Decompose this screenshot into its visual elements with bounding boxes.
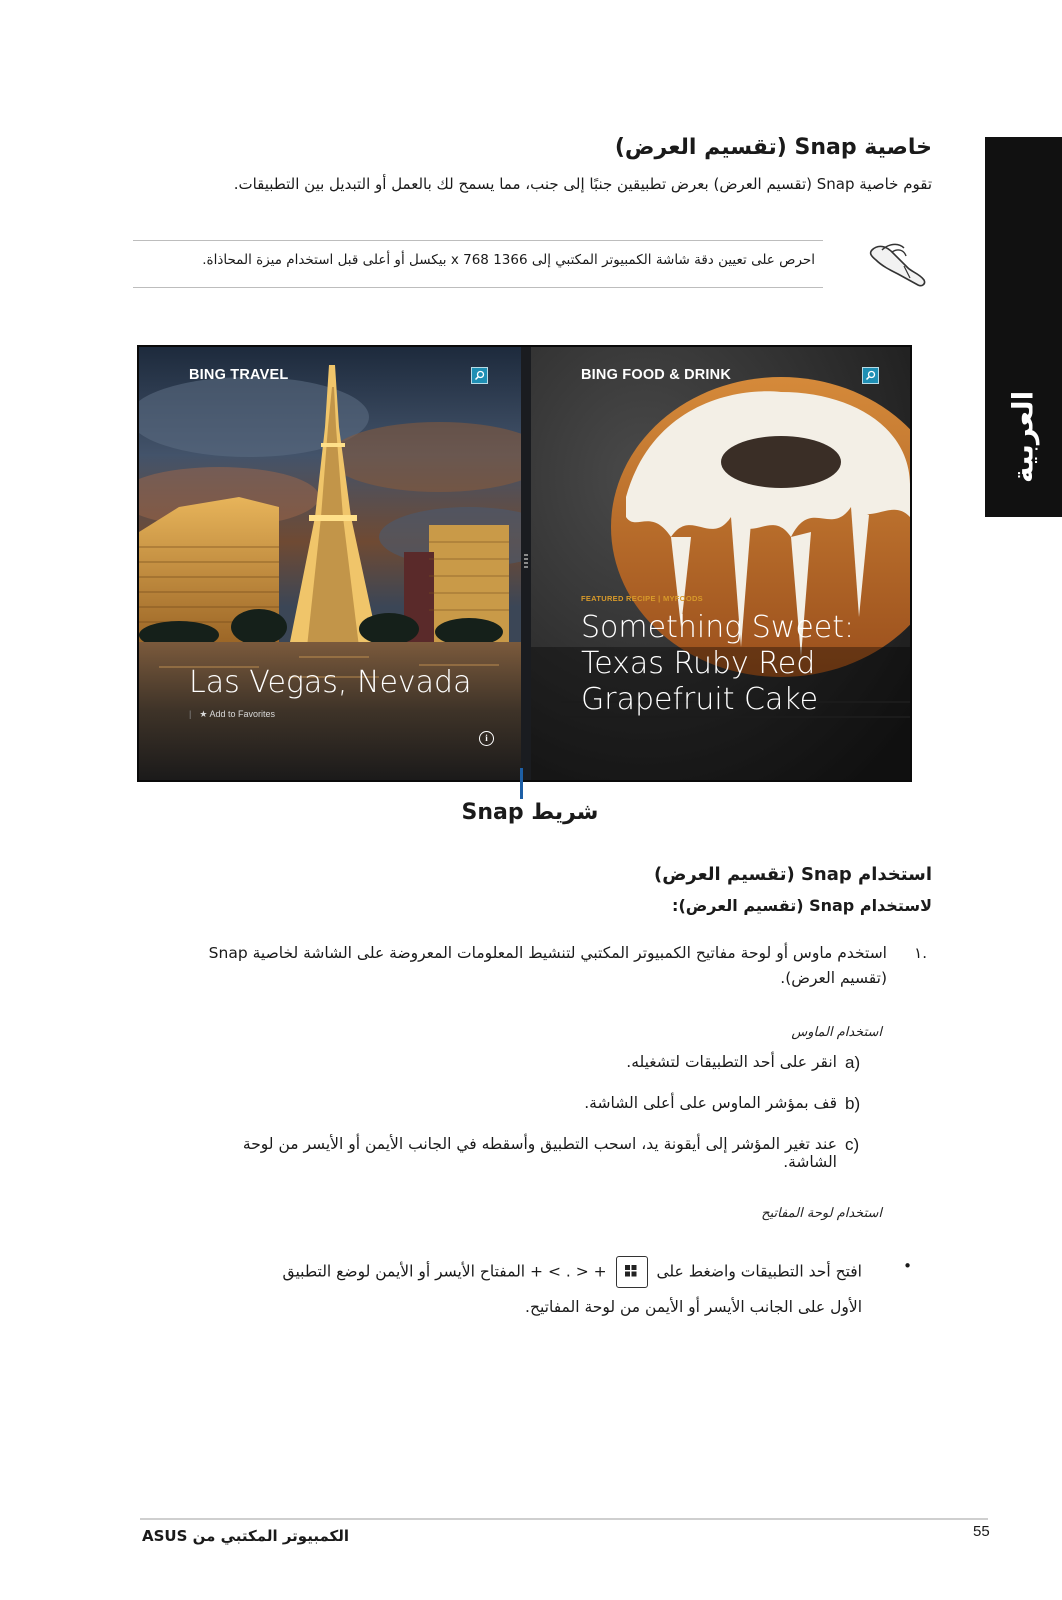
search-icon: [865, 370, 876, 381]
info-icon[interactable]: i: [479, 731, 494, 746]
left-app-name: BING TRAVEL: [189, 367, 289, 383]
right-search-button[interactable]: [862, 367, 879, 384]
item-letter-c: c): [845, 1135, 860, 1154]
snap-screenshot: [137, 345, 912, 782]
mouse-item-b: قف بمؤشر الماوس على أعلى الشاشة.: [584, 1094, 837, 1112]
side-tab-label: العربية: [1006, 390, 1040, 484]
search-icon: [474, 370, 485, 381]
snap-bar-caption: شريط Snap: [461, 800, 599, 825]
hand-note-icon: [868, 240, 930, 288]
footer-label: الكمبيوتر المكتبي من ASUS: [142, 1527, 350, 1545]
bing-travel-panel: [139, 347, 521, 780]
mouse-item-a: انقر على أحد التطبيقات لتشغيله.: [626, 1053, 837, 1071]
bullet: •: [903, 1257, 912, 1275]
item-letter-b: b): [845, 1094, 861, 1113]
recipe-title-line-2: Texas Ruby Red: [581, 646, 816, 681]
step-1-text: استخدم ماوس أو لوحة مفاتيح الكمبيوتر المكتبي لتنشيط المعلومات المعروضة على الشاشة لخاصية Snap (تقسيم العرض).: [208, 944, 887, 987]
recipe-title-line-3: Grapefruit Cake: [581, 682, 819, 717]
keyboard-instruction-line-1: [222, 1256, 862, 1288]
section-title: خاصية Snap (تقسيم العرض): [614, 135, 932, 160]
mouse-item-c: عند تغير المؤشر إلى أيقونة يد، اسحب التطبيق وأسقطه في الجانب الأيمن أو الأيسر من لوحة الشاشة.: [242, 1135, 837, 1171]
add-to-favorites-label: Add to Favorites: [209, 709, 275, 719]
left-search-button[interactable]: [471, 367, 488, 384]
section-description: تقوم خاصية Snap (تقسيم العرض) بعرض تطبيقين جنبًا إلى جنب، مما يسمح لك بالعمل أو التبديل بين التطبيقات.: [233, 175, 932, 193]
keyboard-instruction-line-2: الأول على الجانب الأيسر أو الأيمن من لوحة المفاتيح.: [525, 1298, 862, 1316]
mouse-heading: استخدام الماوس: [791, 1025, 882, 1040]
item-letter-a: a): [845, 1053, 861, 1072]
snap-bar-grip-icon[interactable]: [524, 554, 528, 570]
star-icon: ★: [199, 709, 208, 719]
keyboard-text-b: + < . > + المفتاح الأيسر أو الأيمن لوضع التطبيق: [282, 1262, 607, 1281]
keyboard-heading: استخدام لوحة المفاتيح: [761, 1206, 882, 1221]
page-number: 55: [973, 1523, 990, 1540]
left-big-title: Las Vegas, Nevada: [189, 665, 472, 700]
note-text: احرص على تعيين دقة شاشة الكمبيوتر المكتبي إلى 1366 x 768 بيكسل أو أعلى قبل استخدام ميزة المحاذاة.: [202, 252, 815, 268]
step-number: .١: [914, 944, 927, 962]
bing-food-panel: [531, 347, 910, 780]
featured-recipe-label: FEATURED RECIPE | MYFOODS: [581, 594, 703, 603]
language-side-tab: [985, 137, 1062, 517]
usage-title: استخدام Snap (تقسيم العرض): [653, 864, 932, 885]
windows-key-icon: [616, 1256, 648, 1288]
snap-bar[interactable]: [521, 347, 531, 780]
right-app-name: BING FOOD & DRINK: [581, 367, 732, 383]
keyboard-text-a: افتح أحد التطبيقات واضغط على: [656, 1262, 862, 1281]
recipe-title-line-1: Something Sweet:: [581, 610, 855, 645]
usage-subtitle: لاستخدام Snap (تقسيم العرض):: [672, 896, 932, 915]
footer-divider: [140, 1518, 988, 1520]
note-box: [133, 240, 823, 288]
add-to-favorites-link[interactable]: | ★ Add to Favorites: [189, 709, 275, 719]
snap-bar-pointer-line: [520, 768, 523, 799]
